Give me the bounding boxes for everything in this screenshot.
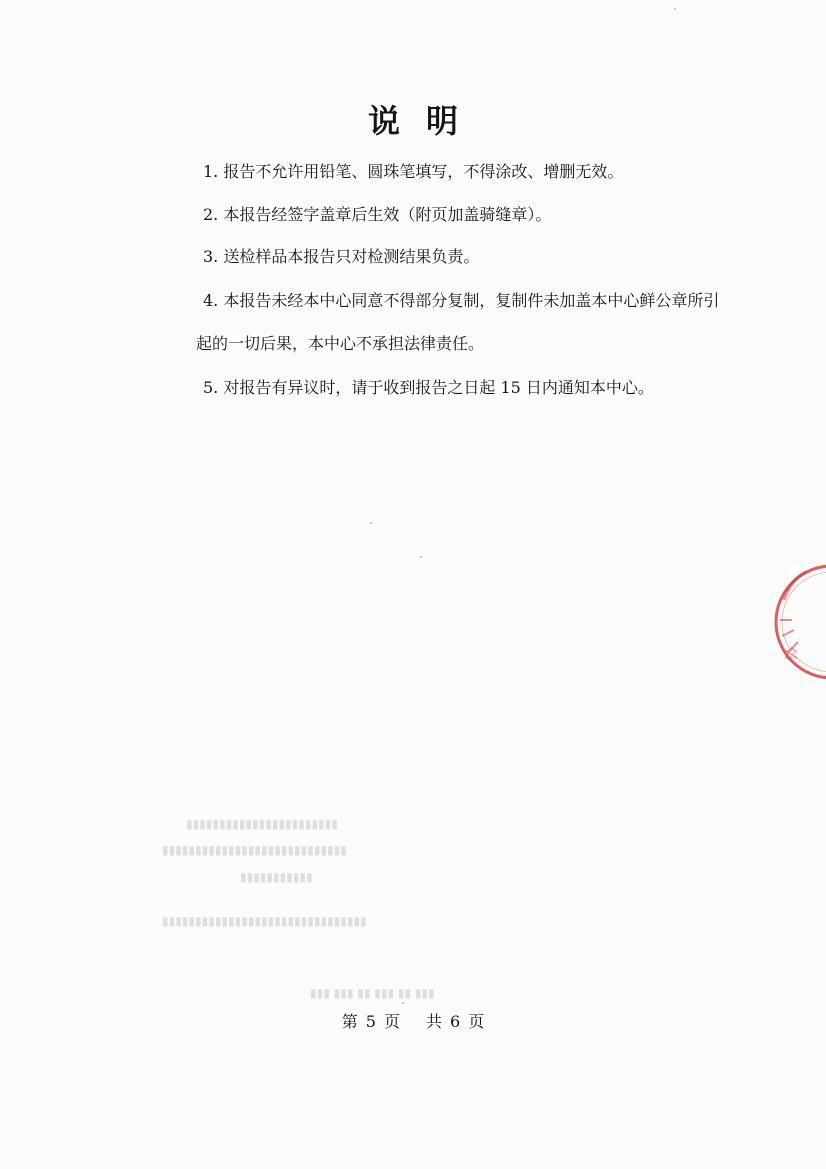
page-number-footer [0,1009,826,1032]
seal-stamp-icon [770,560,826,690]
total-pages-number: 6 [450,1012,461,1031]
scan-speck [402,1002,404,1004]
footer-prefix: 第 [341,1012,358,1031]
list-item: 2. 本报告经签字盖章后生效（附页加盖骑缝章）。 [203,205,552,224]
footer-page-unit: 页 [383,1012,400,1031]
current-page-number: 5 [365,1012,376,1031]
list-item: 3. 送检样品本报告只对检测结果负责。 [203,247,480,266]
list-item: 5. 对报告有异议时，请于收到报告之日起 15 日内通知本中心。 [203,378,654,397]
list-item-continuation: 起的一切后果，本中心不承担法律责任。 [196,334,485,353]
list-item: 1. 报告不允许用铅笔、圆珠笔填写，不得涂改、增删无效。 [203,162,624,181]
scan-speck [674,8,676,10]
footer-total-unit: 页 [468,1012,485,1031]
bleed-through-text: ▮▮▮▮▮▮▮▮▮▮▮▮▮▮▮▮▮▮▮▮▮▮▮▮▮▮▮▮ [162,843,347,857]
bleed-through-text: ▮▮▮ ▮▮ ▮▮▮ ▮▮ ▮▮▮ ▮▮▮ [310,986,435,1000]
bleed-through-text: ▮▮▮▮▮▮▮▮▮▮▮▮▮▮▮▮▮▮▮▮▮▮▮▮▮▮▮▮▮▮▮ [162,914,367,928]
page-title: 说明 [367,102,484,140]
footer-total-prefix: 共 [426,1012,443,1031]
seal-text: 中 [780,643,804,667]
bleed-through-text: ▮▮▮▮▮▮▮▮▮▮▮▮▮▮▮▮▮▮▮▮▮▮▮ [186,817,338,831]
list-item: 4. 本报告未经本中心同意不得部分复制，复制件未加盖本中心鲜公章所引 [203,291,720,310]
bleed-through-text: ▮▮▮▮▮▮▮▮▮▮▮ [240,870,313,884]
scan-speck [370,522,372,524]
scan-speck [420,556,422,558]
